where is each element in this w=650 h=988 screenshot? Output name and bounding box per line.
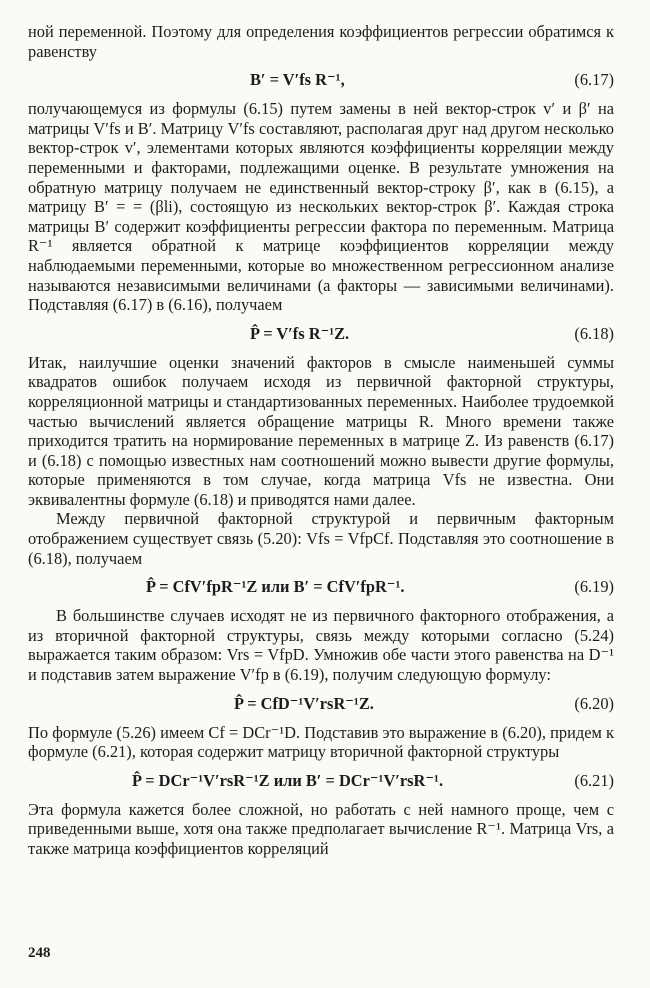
paragraph-6: По формуле (5.26) имеем Cf = DCr⁻¹D. Подставив это выражение в (6.20), придем к формуле (6.21), которая содержит матрицу вторичной факторной структуры xyxy=(28,722,614,762)
paragraph-4: Между первичной факторной структурой и первичным факторным отображением существует связь (5.20): Vfs = VfpCf. Подставляя это соотношение в (6.18), получаем xyxy=(28,509,614,568)
equation-6-21 xyxy=(28,766,614,796)
page-number: 248 xyxy=(28,945,51,961)
paragraph-7: Эта формула кажется более сложной, но работать с ней намного проще, чем с приведенными выше, хотя она также предполагает вычисление R⁻¹. Матрица Vrs, а также матрица коэффициентов корреляций xyxy=(28,799,614,858)
equation-6-20 xyxy=(28,689,614,719)
equation-6-18 xyxy=(28,319,614,349)
paragraph-1: ной переменной. Поэтому для определения коэффициентов регрессии обратимся к равенству xyxy=(28,22,614,61)
equation-6-17 xyxy=(28,65,614,95)
equation-number: (6.19) xyxy=(574,577,614,597)
equation-formula: P̂ = DCr⁻¹V′rsR⁻¹Z или B′ = DCr⁻¹V′rsR⁻¹. xyxy=(132,770,444,790)
equation-number: (6.20) xyxy=(574,693,614,713)
equation-number: (6.18) xyxy=(574,323,614,343)
equation-formula: B′ = V′fs R⁻¹, xyxy=(250,70,345,90)
paragraph-3: Итак, наилучшие оценки значений факторов в смысле наименьшей суммы квадратов ошибок получаем исходя из первичной факторной структуры, корреляционной матрицы и стандартизованных переменных. Наиболее трудоемкой частью вычислений является обращение матрицы R. Много времени также приходится тратить на нормирование переменных в матрице Z. Из равенств (6.17) и (6.18) с помощью известных нам соотношений можно вывести другие формулы, которые применяются в том случае, когда матрица Vfs не известна. Они эквивалентны формуле (6.18) и приводятся нами далее. xyxy=(28,352,614,509)
equation-number: (6.21) xyxy=(574,770,614,790)
equation-formula: P̂ = CfD⁻¹V′rsR⁻¹Z. xyxy=(234,693,374,713)
paragraph-5: В большинстве случаев исходят не из первичного факторного отображения, а из вторичной факторной структуры, связь между которыми согласно (5.24) выражается таким образом: Vrs = VfpD. Умножив обе части этого равенства на D⁻¹ и подставив затем выражение V′fp в (6.19), получим следующую формулу: xyxy=(28,606,614,685)
equation-formula: P̂ = CfV′fpR⁻¹Z или B′ = CfV′fpR⁻¹. xyxy=(146,577,405,597)
equation-number: (6.17) xyxy=(574,70,614,90)
equation-6-19 xyxy=(28,572,614,602)
equation-formula: P̂ = V′fs R⁻¹Z. xyxy=(250,323,350,343)
paragraph-2: получающемуся из формулы (6.15) путем замены в ней вектор-строк v′ и β′ на матрицы V′fs и B′. Матрицу V′fs составляют, располагая друг над другом несколько вектор-строк v′, элементами которых являются коэффициенты корреляции между переменными и факторами, подлежащими оценке. В результате умножения на обратную матрицу получаем не единственный вектор-строку β′, как в (6.15), а матрицу B′ = = (βli), состоящую из нескольких вектор-строк β′. Каждая строка матрицы B′ содержит коэффициенты регрессии фактора по переменным. Матрица R⁻¹ является обратной к матрице коэффициентов корреляции между наблюдаемыми переменными, которые во множественном регрессионном анализе называются независимыми величинами (а факторы — зависимыми величинами). Подставляя (6.17) в (6.16), получаем xyxy=(28,99,614,315)
